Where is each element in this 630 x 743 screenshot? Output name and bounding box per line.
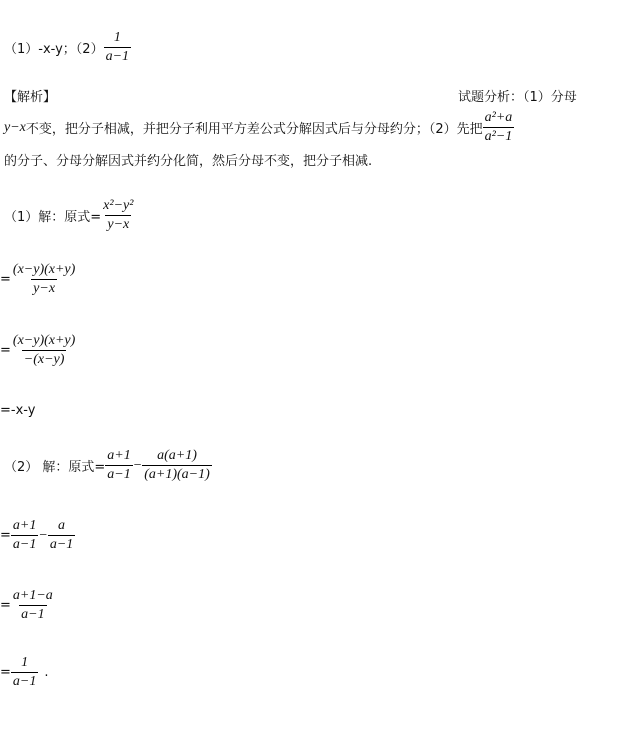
fraction-denominator: y−x (33, 281, 56, 296)
part2-step-2 (0, 518, 75, 553)
end-mark: . (44, 665, 49, 680)
minus-sign: − (132, 457, 143, 473)
answer-line (4, 30, 131, 65)
fraction-numerator: 1 (113, 30, 121, 45)
part2-fraction-f (11, 655, 38, 690)
fraction-numerator: a+1 (12, 518, 37, 533)
fraction-denominator: a−1 (12, 537, 37, 552)
analysis-text: 不变，把分子相减，并把分子利用平方差公式分解因式后与分母约分；（2）先把 (25, 122, 483, 137)
equals-sign: = (0, 528, 11, 543)
fraction-numerator: a+1 (107, 448, 131, 463)
analysis-line-3: 的分子、分母分解因式并约分化简，然后分母不变，把分子相减. (4, 154, 373, 169)
fraction-denominator: a−1 (49, 537, 74, 552)
part2-fraction-e (11, 588, 55, 623)
fraction-numerator: a(a+1) (157, 448, 197, 463)
part2-lead: （2） 解：原式= (4, 460, 106, 475)
fraction-denominator: a−1 (105, 49, 130, 64)
analysis-label: 【解析】 (4, 90, 57, 105)
part1-result: =-x-y (0, 403, 36, 418)
part2-step-3 (0, 588, 55, 623)
analysis-expr: y−x (4, 119, 26, 135)
fraction-denominator: y−x (107, 217, 130, 232)
answer-text: （1）-x-y；（2） (4, 42, 104, 57)
fraction-numerator: (x−y)(x+y) (12, 262, 76, 277)
fraction-numerator: 1 (21, 655, 29, 670)
part1-fraction-2 (11, 262, 77, 297)
equals-sign: = (0, 272, 11, 287)
analysis-intro: 试题分析：（1）分母 (458, 90, 577, 105)
minus-sign: − (38, 527, 48, 543)
fraction-numerator: a (58, 518, 66, 533)
fraction-numerator: x²−y² (103, 198, 134, 213)
fraction-numerator: a+1−a (12, 588, 53, 603)
part1-step-1 (4, 198, 135, 233)
analysis-line-2 (4, 110, 514, 145)
equals-sign: = (0, 343, 11, 358)
part1-step-3 (0, 333, 77, 368)
equals-sign: = (0, 598, 11, 613)
fraction-denominator: a−1 (12, 674, 37, 689)
part1-fraction-3 (11, 333, 77, 368)
part1-step-2 (0, 262, 77, 297)
equals-sign: = (0, 665, 11, 680)
part2-step-1 (4, 448, 212, 483)
fraction-denominator: a−1 (107, 467, 131, 482)
analysis-fraction (483, 110, 515, 145)
fraction-denominator: a²−1 (484, 129, 513, 144)
fraction-numerator: (x−y)(x+y) (12, 333, 76, 348)
part2-step-4 (0, 655, 49, 690)
fraction-numerator: a²+a (484, 110, 513, 125)
fraction-denominator: −(x−y) (23, 352, 65, 367)
part1-fraction-1 (101, 198, 135, 233)
part2-fraction-b (142, 448, 212, 483)
fraction-denominator: a−1 (21, 607, 45, 622)
part2-fraction-c (11, 518, 38, 553)
fraction-denominator: (a+1)(a−1) (144, 467, 210, 482)
part1-lead: （1）解：原式= (4, 210, 102, 225)
part2-fraction-a (105, 448, 132, 483)
part2-fraction-d (48, 518, 75, 553)
answer-fraction (104, 30, 131, 65)
